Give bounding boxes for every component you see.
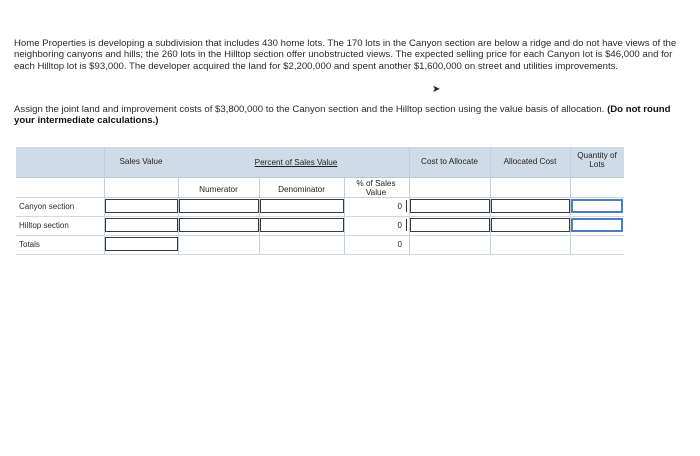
hilltop-denominator-input[interactable] (260, 218, 344, 232)
totals-pct-value: 0 (397, 240, 402, 249)
hilltop-pct-tick (406, 219, 407, 231)
table-row-totals (16, 236, 624, 255)
canyon-allocated-cost-input[interactable] (491, 199, 570, 213)
hilltop-sales-value-input[interactable] (105, 218, 178, 232)
header-denominator: Denominator (278, 185, 325, 194)
canyon-quantity-input[interactable] (571, 199, 623, 213)
mouse-cursor-icon: ➤ (432, 84, 441, 95)
row-label-canyon: Canyon section (19, 202, 75, 211)
hilltop-pct-value: 0 (397, 221, 402, 230)
instruction-text: Assign the joint land and improvement costs of $3,800,000 to the Canyon section and the Hilltop section using the value basis of allocation. (14, 104, 605, 115)
table-row-canyon (16, 198, 624, 217)
totals-sales-value-input[interactable] (105, 237, 178, 251)
header-percent-of-sales-value: Percent of Sales Value (254, 158, 338, 167)
row-label-totals: Totals (19, 240, 40, 249)
canyon-pct-tick (406, 200, 407, 212)
instruction-note: (Do not round your intermediate calculations.) (14, 104, 671, 127)
row-label-hilltop: Hilltop section (19, 221, 69, 230)
hilltop-allocated-cost-input[interactable] (491, 218, 570, 232)
header-numerator: Numerator (199, 185, 238, 194)
canyon-sales-value-input[interactable] (105, 199, 178, 213)
header-pct-of-sales-value: % of Sales Value (356, 179, 396, 197)
header-quantity-of-lots: Quantity of Lots (577, 151, 617, 169)
canyon-numerator-input[interactable] (179, 199, 259, 213)
problem-text: Home Properties is developing a subdivision that includes 430 home lots. The 170 lots in the Canyon section are below a ridge and do not have views of the neighboring canyons and hills; the 260 lots in the Hilltop section offer unobstructed views. The expected selling price for each Canyon lot is $46,000 and for each Hilltop lot is $93,000. The developer acquired the land for $2,200,000 and spent another $1,600,000 on street and utilities improvements. (14, 38, 677, 72)
hilltop-numerator-input[interactable] (179, 218, 259, 232)
canyon-pct-value: 0 (397, 202, 402, 211)
canyon-cost-to-allocate-input[interactable] (410, 199, 490, 213)
instruction (14, 104, 686, 127)
instruction-paragraph (14, 104, 686, 127)
hilltop-quantity-input[interactable] (571, 218, 623, 232)
problem-statement (14, 38, 686, 72)
header-allocated-cost: Allocated Cost (503, 157, 557, 166)
table-row-hilltop (16, 217, 624, 236)
header-cost-to-allocate: Cost to Allocate (421, 157, 478, 166)
canyon-denominator-input[interactable] (260, 199, 344, 213)
header-sales-value: Sales Value (119, 157, 163, 166)
hilltop-cost-to-allocate-input[interactable] (410, 218, 490, 232)
allocation-table (16, 147, 624, 254)
